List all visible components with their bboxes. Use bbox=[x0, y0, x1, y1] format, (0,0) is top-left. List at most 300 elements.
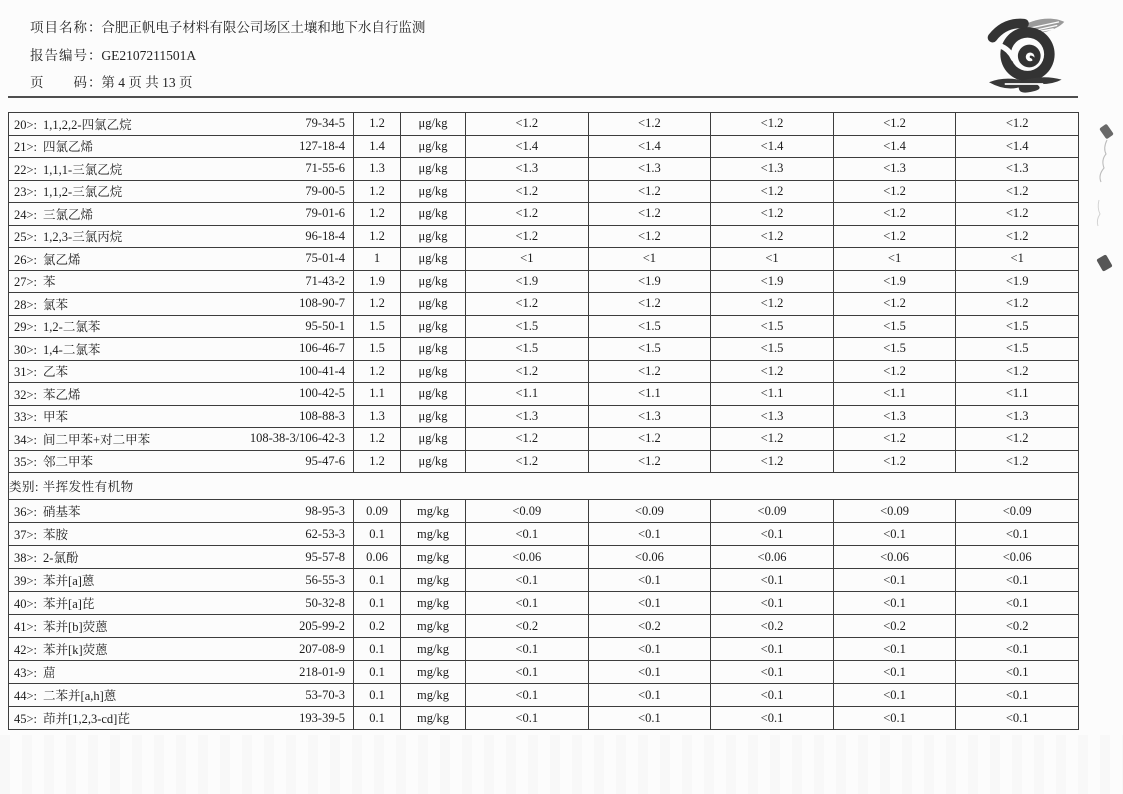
result-value: <0.2 bbox=[956, 615, 1079, 638]
unit: mg/kg bbox=[401, 500, 466, 523]
result-value: <1.2 bbox=[711, 450, 834, 473]
project-name-label: 项目名称： bbox=[30, 20, 103, 35]
compound-cell bbox=[9, 180, 354, 203]
unit: μg/kg bbox=[401, 405, 466, 428]
row-number: 39>: bbox=[14, 574, 38, 588]
compound-name: 邻二甲苯 bbox=[43, 455, 94, 470]
cas-number: 106-46-7 bbox=[299, 341, 345, 356]
compound-name: 硝基苯 bbox=[43, 505, 81, 519]
unit: μg/kg bbox=[401, 225, 466, 248]
result-value: <1.5 bbox=[466, 338, 589, 361]
report-number-value: GE2107211501A bbox=[101, 48, 197, 63]
detection-limit: 0.1 bbox=[354, 661, 401, 684]
project-name-value: 合肥正帆电子材料有限公司场区土壤和地下水自行监测 bbox=[101, 20, 426, 35]
row-number: 41>: bbox=[14, 620, 38, 634]
result-value: <1.2 bbox=[956, 203, 1079, 226]
result-value: <1.1 bbox=[711, 383, 834, 406]
table-row bbox=[9, 707, 1079, 730]
cas-number: 100-41-4 bbox=[299, 363, 345, 378]
cas-number: 205-99-2 bbox=[299, 618, 345, 633]
result-value: <1.2 bbox=[956, 360, 1079, 383]
unit: μg/kg bbox=[401, 315, 466, 338]
compound-cell bbox=[9, 248, 354, 271]
unit: μg/kg bbox=[401, 180, 466, 203]
results-table-body bbox=[9, 113, 1079, 730]
compound-cell bbox=[9, 158, 354, 181]
detection-limit: 0.09 bbox=[354, 500, 401, 523]
result-value: <0.1 bbox=[956, 523, 1079, 546]
result-value: <1.2 bbox=[466, 450, 589, 473]
unit: μg/kg bbox=[401, 158, 466, 181]
row-number: 23>: bbox=[14, 185, 38, 200]
result-value: <1.2 bbox=[711, 428, 834, 451]
result-value: <0.1 bbox=[466, 638, 589, 661]
result-value: <1.2 bbox=[588, 450, 711, 473]
result-value: <0.1 bbox=[956, 684, 1079, 707]
category-row bbox=[9, 473, 1079, 500]
result-value: <1.2 bbox=[588, 203, 711, 226]
result-value: <1.2 bbox=[588, 293, 711, 316]
compound-cell bbox=[9, 592, 354, 615]
page-number-field bbox=[30, 71, 193, 91]
result-value: <1.3 bbox=[956, 158, 1079, 181]
result-value: <0.2 bbox=[833, 615, 956, 638]
unit: mg/kg bbox=[401, 592, 466, 615]
cas-number: 95-50-1 bbox=[305, 318, 345, 333]
detection-limit: 1.5 bbox=[354, 315, 401, 338]
result-value: <1.2 bbox=[956, 293, 1079, 316]
result-value: <1.5 bbox=[833, 315, 956, 338]
result-value: <1.3 bbox=[466, 405, 589, 428]
result-value: <0.1 bbox=[956, 661, 1079, 684]
table-row bbox=[9, 203, 1079, 226]
compound-name: 苯 bbox=[43, 275, 56, 290]
table-row bbox=[9, 592, 1079, 615]
result-value: <1.4 bbox=[956, 135, 1079, 158]
compound-cell bbox=[9, 270, 354, 293]
result-value: <1.2 bbox=[588, 428, 711, 451]
result-value: <0.1 bbox=[588, 661, 711, 684]
compound-cell bbox=[9, 707, 354, 730]
compound-cell bbox=[9, 661, 354, 684]
result-value: <1.1 bbox=[956, 383, 1079, 406]
unit: mg/kg bbox=[401, 684, 466, 707]
compound-name: 䓛 bbox=[43, 666, 56, 680]
result-value: <1.3 bbox=[711, 405, 834, 428]
result-value: <0.06 bbox=[956, 546, 1079, 569]
result-value: <1.2 bbox=[711, 293, 834, 316]
row-number: 29>: bbox=[14, 320, 38, 335]
compound-cell bbox=[9, 638, 354, 661]
result-value: <0.1 bbox=[711, 523, 834, 546]
compound-cell bbox=[9, 383, 354, 406]
result-value: <1.5 bbox=[956, 315, 1079, 338]
result-value: <1.2 bbox=[466, 180, 589, 203]
category-label: 类别: 半挥发性有机物 bbox=[9, 473, 1079, 500]
result-value: <1.1 bbox=[833, 383, 956, 406]
compound-name: 甲苯 bbox=[43, 410, 69, 425]
result-value: <0.1 bbox=[956, 707, 1079, 730]
compound-name: 1,1,2,2-四氯乙烷 bbox=[43, 117, 132, 132]
unit: μg/kg bbox=[401, 135, 466, 158]
table-row bbox=[9, 248, 1079, 271]
row-number: 28>: bbox=[14, 297, 38, 312]
result-value: <1.5 bbox=[711, 338, 834, 361]
table-row bbox=[9, 428, 1079, 451]
unit: μg/kg bbox=[401, 203, 466, 226]
result-value: <0.1 bbox=[588, 638, 711, 661]
result-value: <0.09 bbox=[466, 500, 589, 523]
compound-cell bbox=[9, 428, 354, 451]
compound-name: 1,2-二氯苯 bbox=[43, 320, 101, 335]
cas-number: 127-18-4 bbox=[299, 138, 345, 153]
row-number: 24>: bbox=[14, 207, 38, 222]
result-value: <1.2 bbox=[956, 225, 1079, 248]
result-value: <0.06 bbox=[588, 546, 711, 569]
compound-name: 1,2,3-三氯丙烷 bbox=[43, 230, 123, 245]
compound-cell bbox=[9, 360, 354, 383]
row-number: 34>: bbox=[14, 432, 38, 447]
row-number: 42>: bbox=[14, 643, 38, 657]
row-number: 21>: bbox=[14, 140, 38, 155]
result-value: <0.06 bbox=[466, 546, 589, 569]
result-value: <0.1 bbox=[833, 569, 956, 592]
compound-name: 1,1,2-三氯乙烷 bbox=[43, 185, 123, 200]
report-number-label: 报告编号： bbox=[30, 48, 103, 63]
result-value: <1.3 bbox=[466, 158, 589, 181]
compound-name: 1,1,1-三氯乙烷 bbox=[43, 162, 123, 177]
result-value: <1 bbox=[956, 248, 1079, 271]
detection-limit: 1.2 bbox=[354, 203, 401, 226]
result-value: <1 bbox=[588, 248, 711, 271]
cas-number: 75-01-4 bbox=[305, 251, 345, 266]
result-value: <0.2 bbox=[466, 615, 589, 638]
unit: μg/kg bbox=[401, 248, 466, 271]
row-number: 43>: bbox=[14, 666, 38, 680]
detection-limit: 1.5 bbox=[354, 338, 401, 361]
row-number: 32>: bbox=[14, 387, 38, 402]
compound-cell bbox=[9, 569, 354, 592]
table-row bbox=[9, 661, 1079, 684]
result-value: <1.2 bbox=[466, 360, 589, 383]
result-value: <1.2 bbox=[466, 293, 589, 316]
detection-limit: 1.2 bbox=[354, 293, 401, 316]
detection-limit: 0.06 bbox=[354, 546, 401, 569]
result-value: <1.9 bbox=[711, 270, 834, 293]
result-value: <1.5 bbox=[956, 338, 1079, 361]
result-value: <1.5 bbox=[833, 338, 956, 361]
detection-limit: 0.1 bbox=[354, 569, 401, 592]
result-value: <1.3 bbox=[711, 158, 834, 181]
result-value: <0.1 bbox=[466, 661, 589, 684]
detection-limit: 0.1 bbox=[354, 707, 401, 730]
table-row bbox=[9, 180, 1079, 203]
result-value: <1.9 bbox=[588, 270, 711, 293]
result-value: <1.2 bbox=[711, 203, 834, 226]
result-value: <0.1 bbox=[833, 592, 956, 615]
result-value: <0.06 bbox=[711, 546, 834, 569]
cas-number: 62-53-3 bbox=[305, 526, 345, 541]
detection-limit: 1.2 bbox=[354, 360, 401, 383]
table-row bbox=[9, 135, 1079, 158]
result-value: <1.9 bbox=[956, 270, 1079, 293]
result-value: <0.09 bbox=[711, 500, 834, 523]
detection-limit: 1.2 bbox=[354, 113, 401, 136]
table-row bbox=[9, 338, 1079, 361]
result-value: <1.2 bbox=[466, 203, 589, 226]
table-row bbox=[9, 158, 1079, 181]
cas-number: 96-18-4 bbox=[305, 228, 345, 243]
result-value: <0.1 bbox=[711, 661, 834, 684]
result-value: <1.2 bbox=[956, 180, 1079, 203]
table-row bbox=[9, 315, 1079, 338]
unit: μg/kg bbox=[401, 383, 466, 406]
results-table bbox=[8, 112, 1079, 730]
unit: μg/kg bbox=[401, 293, 466, 316]
result-value: <1 bbox=[833, 248, 956, 271]
compound-name: 四氯乙烯 bbox=[43, 140, 94, 155]
table-row bbox=[9, 638, 1079, 661]
compound-cell bbox=[9, 450, 354, 473]
result-value: <0.1 bbox=[588, 684, 711, 707]
cas-number: 95-47-6 bbox=[305, 453, 345, 468]
result-value: <1.2 bbox=[833, 360, 956, 383]
compound-name: 苯胺 bbox=[43, 528, 69, 542]
compound-cell bbox=[9, 500, 354, 523]
result-value: <1.2 bbox=[833, 450, 956, 473]
result-value: <1.5 bbox=[588, 338, 711, 361]
table-row bbox=[9, 523, 1079, 546]
row-number: 31>: bbox=[14, 365, 38, 380]
cas-number: 71-55-6 bbox=[305, 161, 345, 176]
detection-limit: 0.1 bbox=[354, 523, 401, 546]
result-value: <1.1 bbox=[588, 383, 711, 406]
compound-name: 苯并[a]芘 bbox=[43, 597, 95, 611]
detection-limit: 1.4 bbox=[354, 135, 401, 158]
row-number: 30>: bbox=[14, 342, 38, 357]
result-value: <1.2 bbox=[833, 225, 956, 248]
cas-number: 79-01-6 bbox=[305, 206, 345, 221]
result-value: <0.1 bbox=[833, 523, 956, 546]
result-value: <1.4 bbox=[711, 135, 834, 158]
result-value: <0.1 bbox=[956, 592, 1079, 615]
result-value: <1.2 bbox=[588, 360, 711, 383]
result-value: <1.2 bbox=[833, 203, 956, 226]
table-row bbox=[9, 225, 1079, 248]
result-value: <0.1 bbox=[711, 569, 834, 592]
result-value: <0.1 bbox=[466, 684, 589, 707]
result-value: <1.2 bbox=[588, 113, 711, 136]
compound-cell bbox=[9, 203, 354, 226]
result-value: <1.2 bbox=[588, 180, 711, 203]
row-number: 22>: bbox=[14, 162, 38, 177]
result-value: <0.09 bbox=[833, 500, 956, 523]
detection-limit: 1.1 bbox=[354, 383, 401, 406]
row-number: 38>: bbox=[14, 551, 38, 565]
result-value: <0.06 bbox=[833, 546, 956, 569]
detection-limit: 1 bbox=[354, 248, 401, 271]
unit: μg/kg bbox=[401, 270, 466, 293]
result-value: <0.2 bbox=[588, 615, 711, 638]
row-number: 44>: bbox=[14, 689, 38, 703]
compound-name: 2-氯酚 bbox=[43, 551, 79, 565]
cas-number: 108-90-7 bbox=[299, 296, 345, 311]
result-value: <0.1 bbox=[833, 638, 956, 661]
compound-cell bbox=[9, 405, 354, 428]
row-number: 25>: bbox=[14, 230, 38, 245]
detection-limit: 1.2 bbox=[354, 180, 401, 203]
compound-name: 苯并[a]蒽 bbox=[43, 574, 95, 588]
report-number-field bbox=[30, 44, 196, 64]
detection-limit: 1.2 bbox=[354, 225, 401, 248]
page-number-label: 页 码： bbox=[30, 75, 103, 90]
cas-number: 108-38-3/106-42-3 bbox=[249, 431, 345, 446]
project-name-field bbox=[30, 16, 425, 36]
page-number-value: 第 4 页 共 13 页 bbox=[101, 75, 193, 90]
compound-name: 苯乙烯 bbox=[43, 387, 81, 402]
scan-artifact-blob bbox=[1096, 254, 1113, 272]
result-value: <0.1 bbox=[588, 569, 711, 592]
table-row bbox=[9, 360, 1079, 383]
cas-number: 108-88-3 bbox=[299, 408, 345, 423]
result-value: <1.9 bbox=[466, 270, 589, 293]
detection-limit: 1.2 bbox=[354, 450, 401, 473]
detection-limit: 1.2 bbox=[354, 428, 401, 451]
row-number: 45>: bbox=[14, 712, 38, 726]
result-value: <1.3 bbox=[588, 405, 711, 428]
wave-spiral-logo-icon bbox=[980, 14, 1068, 98]
compound-cell bbox=[9, 315, 354, 338]
result-value: <1.2 bbox=[466, 225, 589, 248]
compound-cell bbox=[9, 225, 354, 248]
header-divider bbox=[8, 96, 1078, 98]
detection-limit: 1.3 bbox=[354, 405, 401, 428]
unit: mg/kg bbox=[401, 615, 466, 638]
compound-name: 苯并[k]荧蒽 bbox=[43, 643, 108, 657]
compound-cell bbox=[9, 523, 354, 546]
result-value: <1.2 bbox=[588, 225, 711, 248]
compound-cell bbox=[9, 615, 354, 638]
compound-name: 氯苯 bbox=[43, 297, 69, 312]
result-value: <1.3 bbox=[588, 158, 711, 181]
result-value: <0.1 bbox=[956, 638, 1079, 661]
table-row bbox=[9, 450, 1079, 473]
compound-name: 三氯乙烯 bbox=[43, 207, 94, 222]
row-number: 20>: bbox=[14, 117, 38, 132]
table-row bbox=[9, 546, 1079, 569]
cas-number: 193-39-5 bbox=[299, 710, 345, 725]
result-value: <1 bbox=[711, 248, 834, 271]
detection-limit: 0.1 bbox=[354, 684, 401, 707]
table-row bbox=[9, 569, 1079, 592]
result-value: <0.1 bbox=[588, 592, 711, 615]
cas-number: 50-32-8 bbox=[305, 595, 345, 610]
detection-limit: 0.2 bbox=[354, 615, 401, 638]
unit: mg/kg bbox=[401, 707, 466, 730]
result-value: <0.09 bbox=[956, 500, 1079, 523]
compound-cell bbox=[9, 293, 354, 316]
result-value: <0.1 bbox=[833, 661, 956, 684]
result-value: <0.1 bbox=[711, 707, 834, 730]
compound-name: 氯乙烯 bbox=[43, 252, 81, 267]
result-value: <1.3 bbox=[833, 158, 956, 181]
compound-name: 二苯并[a,h]蒽 bbox=[43, 689, 117, 703]
result-value: <1.4 bbox=[588, 135, 711, 158]
cas-number: 100-42-5 bbox=[299, 386, 345, 401]
row-number: 37>: bbox=[14, 528, 38, 542]
unit: μg/kg bbox=[401, 113, 466, 136]
unit: μg/kg bbox=[401, 450, 466, 473]
unit: μg/kg bbox=[401, 428, 466, 451]
unit: mg/kg bbox=[401, 523, 466, 546]
result-value: <1.2 bbox=[711, 113, 834, 136]
result-value: <0.09 bbox=[588, 500, 711, 523]
result-value: <0.2 bbox=[711, 615, 834, 638]
compound-cell bbox=[9, 338, 354, 361]
result-value: <1.1 bbox=[466, 383, 589, 406]
result-value: <1.2 bbox=[833, 113, 956, 136]
table-row bbox=[9, 405, 1079, 428]
cas-number: 71-43-2 bbox=[305, 273, 345, 288]
compound-name: 苯并[b]荧蒽 bbox=[43, 620, 108, 634]
result-value: <1.3 bbox=[833, 405, 956, 428]
result-value: <0.1 bbox=[588, 523, 711, 546]
result-value: <1.9 bbox=[833, 270, 956, 293]
result-value: <1.2 bbox=[833, 428, 956, 451]
result-value: <1.2 bbox=[466, 113, 589, 136]
result-value: <1.2 bbox=[956, 428, 1079, 451]
cas-number: 95-57-8 bbox=[305, 549, 345, 564]
table-row bbox=[9, 684, 1079, 707]
result-value: <0.1 bbox=[833, 684, 956, 707]
cas-number: 79-00-5 bbox=[305, 183, 345, 198]
result-value: <0.1 bbox=[711, 592, 834, 615]
cas-number: 79-34-5 bbox=[305, 116, 345, 131]
table-row bbox=[9, 383, 1079, 406]
scan-texture bbox=[0, 735, 1123, 794]
compound-cell bbox=[9, 684, 354, 707]
row-number: 35>: bbox=[14, 455, 38, 470]
result-value: <0.1 bbox=[588, 707, 711, 730]
cas-number: 56-55-3 bbox=[305, 572, 345, 587]
detection-limit: 0.1 bbox=[354, 592, 401, 615]
unit: μg/kg bbox=[401, 360, 466, 383]
unit: mg/kg bbox=[401, 569, 466, 592]
table-row bbox=[9, 270, 1079, 293]
row-number: 40>: bbox=[14, 597, 38, 611]
result-value: <0.1 bbox=[833, 707, 956, 730]
compound-name: 1,4-二氯苯 bbox=[43, 342, 101, 357]
result-value: <1.5 bbox=[588, 315, 711, 338]
result-value: <0.1 bbox=[956, 569, 1079, 592]
scan-artifact-handwriting bbox=[1090, 138, 1116, 248]
row-number: 33>: bbox=[14, 410, 38, 425]
compound-cell bbox=[9, 546, 354, 569]
unit: μg/kg bbox=[401, 338, 466, 361]
table-row bbox=[9, 293, 1079, 316]
row-number: 26>: bbox=[14, 252, 38, 267]
table-row bbox=[9, 113, 1079, 136]
unit: mg/kg bbox=[401, 661, 466, 684]
result-value: <1.4 bbox=[466, 135, 589, 158]
result-value: <1.2 bbox=[833, 180, 956, 203]
compound-name: 乙苯 bbox=[43, 365, 69, 380]
result-value: <1.2 bbox=[711, 180, 834, 203]
unit: mg/kg bbox=[401, 638, 466, 661]
result-value: <1.4 bbox=[833, 135, 956, 158]
unit: mg/kg bbox=[401, 546, 466, 569]
result-value: <1.3 bbox=[956, 405, 1079, 428]
